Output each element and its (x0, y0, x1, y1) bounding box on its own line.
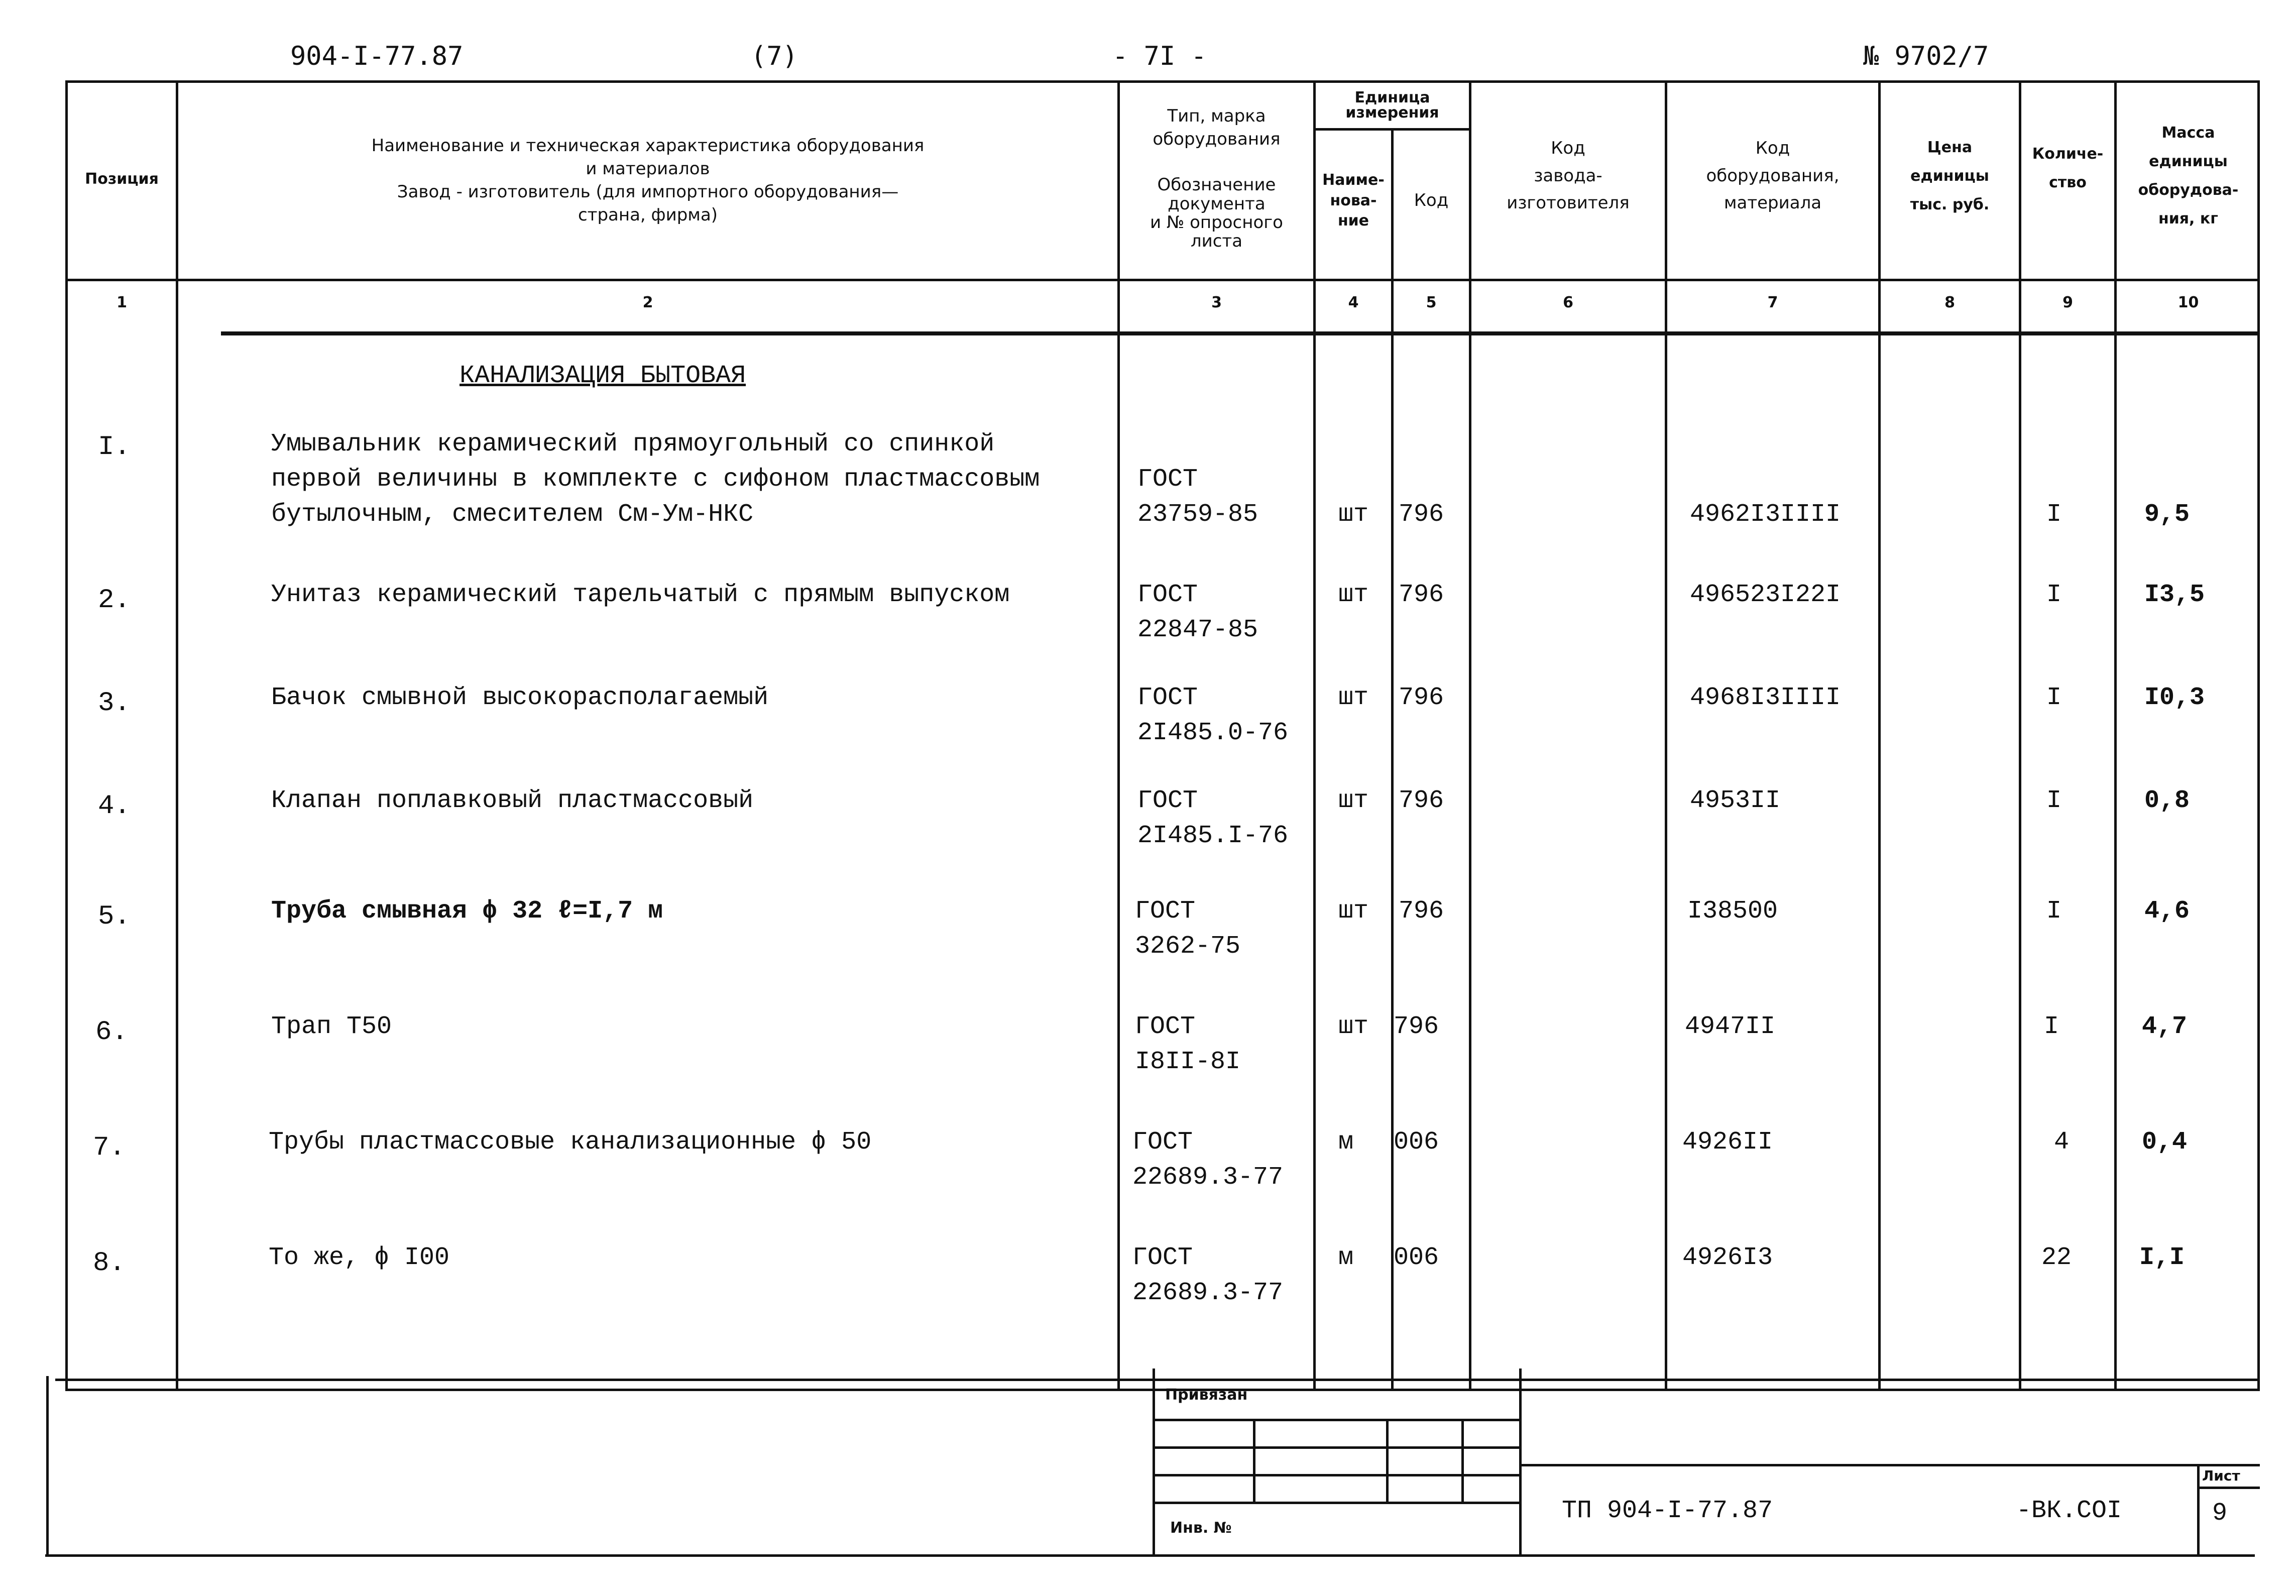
row-5-position: 5. (98, 901, 131, 932)
row-7-position: 7. (93, 1132, 126, 1163)
header-unit-name: Наиме- нова- ние (1322, 171, 1385, 230)
row-6-name: Трап Т50 (271, 1012, 392, 1041)
row-7-equipment-code: 4926II (1682, 1128, 1773, 1157)
row-1-mass: 9,5 (2144, 500, 2190, 529)
row-1-equipment-code: 4962I3IIII (1690, 500, 1841, 529)
column-number: 2 (642, 294, 653, 311)
doc-code-header: 904-I-77.87 (290, 41, 464, 71)
column-number: 4 (1348, 294, 1359, 311)
part-number-header: (7) (751, 41, 798, 71)
sheet-box-line (2197, 1487, 2260, 1489)
header-position: Позиция (85, 170, 159, 188)
row-8-mass: I,I (2139, 1243, 2185, 1272)
col-line-7 (1878, 80, 1881, 1391)
row-3-position: 3. (98, 688, 131, 719)
row-2-equipment-code: 496523I22I (1690, 581, 1841, 609)
sheet-label: Лист (2202, 1467, 2240, 1484)
stamp-line (1155, 1446, 1519, 1449)
col-line-9 (2114, 80, 2117, 1391)
row-4-document: ГОСТ 2I485.I-76 (1137, 786, 1289, 850)
document-designation: ТП 904-I-77.87 (1562, 1497, 1773, 1525)
header-quantity: Количе- ство (2032, 145, 2104, 191)
row-7-unit: м (1338, 1128, 1354, 1157)
stamp-top-line (55, 1379, 2260, 1381)
stamp-grid-line (1253, 1421, 1255, 1502)
col-line-3 (1313, 80, 1316, 1391)
row-2-mass: I3,5 (2144, 581, 2205, 609)
row-3-mass: I0,3 (2144, 683, 2205, 712)
row-8-unit-code: 006 (1394, 1243, 1439, 1272)
row-2-unit: шт (1338, 581, 1369, 609)
header-document: Обозначение документа и № опросного листа (1150, 175, 1283, 252)
row-7-quantity: 4 (2054, 1128, 2070, 1157)
row-4-equipment-code: 4953II (1690, 786, 1781, 815)
header-type: Тип, марка оборудования (1153, 106, 1281, 149)
row-5-mass: 4,6 (2144, 897, 2190, 926)
row-6-unit: шт (1338, 1012, 1369, 1041)
row-3-equipment-code: 4968I3IIII (1690, 683, 1841, 712)
row-7-mass: 0,4 (2142, 1128, 2188, 1157)
row-8-unit: м (1338, 1243, 1354, 1272)
stamp-line (1155, 1502, 1519, 1504)
header-unit: Единица измерения (1345, 89, 1439, 122)
row-4-name: Клапан поплавковый пластмассовый (271, 786, 754, 815)
bound-label: Привязан (1165, 1386, 1248, 1404)
col-line-1 (176, 80, 178, 1391)
row-1-unit-code: 796 (1399, 500, 1444, 529)
inventory-label: Инв. № (1170, 1519, 1232, 1537)
header-mass: Масса единицы оборудова- ния, кг (2138, 124, 2239, 227)
row-4-mass: 0,8 (2144, 786, 2190, 815)
row-2-unit-code: 796 (1399, 581, 1444, 609)
row-7-name: Трубы пластмассовые канализационные ϕ 50 (269, 1128, 872, 1157)
row-2-document: ГОСТ 22847-85 (1137, 581, 1258, 644)
column-number: 7 (1767, 294, 1778, 311)
col-line-8 (2019, 80, 2021, 1391)
row-5-unit-code: 796 (1399, 897, 1444, 926)
header-price: Цена единицы тыс. руб. (1910, 138, 1990, 213)
row-2-quantity: I (2046, 581, 2062, 609)
row-5-equipment-code: I38500 (1687, 897, 1778, 926)
stamp-line (1155, 1419, 1519, 1421)
col-line-2 (1117, 80, 1120, 1391)
column-number: 8 (1944, 294, 1955, 311)
row-6-document: ГОСТ I8II-8I (1135, 1012, 1241, 1076)
row-3-document: ГОСТ 2I485.0-76 (1137, 683, 1289, 747)
row-1-name: Умывальник керамический прямоугольный со спинкой первой величины в комплекте с сифоном пластмассовым бутылочным, смесителем См-Ум-НКС (271, 430, 1040, 529)
row-8-name: То же, ϕ I00 (269, 1243, 450, 1272)
row-8-position: 8. (93, 1248, 126, 1279)
row-3-quantity: I (2046, 683, 2062, 712)
row-1-unit: шт (1338, 500, 1369, 529)
row-4-unit: шт (1338, 786, 1369, 815)
stamp-grid-line (1386, 1421, 1389, 1502)
column-number: 5 (1426, 294, 1437, 311)
sheet-box-line (2197, 1464, 2200, 1554)
header-equipment-code: Код оборудования, материала (1706, 138, 1840, 213)
row-6-position: 6. (95, 1017, 128, 1048)
row-4-quantity: I (2046, 786, 2062, 815)
column-number: 1 (117, 294, 127, 311)
row-7-document: ГОСТ 22689.3-77 (1132, 1128, 1284, 1192)
document-suffix: -ВК.COI (2016, 1497, 2122, 1525)
stamp-divider-right (1519, 1369, 1522, 1554)
column-number: 3 (1211, 294, 1222, 311)
col-line-5 (1469, 80, 1471, 1391)
row-8-quantity: 22 (2041, 1243, 2072, 1272)
row-6-quantity: I (2044, 1012, 2059, 1041)
row-2-name: Унитаз керамический тарельчатый с прямым выпуском (271, 581, 1010, 609)
page-number-header: - 7I - (1112, 41, 1207, 71)
sheet-number: 9 (2212, 1499, 2228, 1528)
header-name: Наименование и техническая характеристика оборудования и материалов Завод - изготовитель (для импортного оборудования— страна, фирма) (371, 136, 925, 225)
section-title: КАНАЛИЗАЦИЯ БЫТОВАЯ (460, 362, 746, 390)
row-6-equipment-code: 4947II (1685, 1012, 1776, 1041)
row-3-name: Бачок смывной высокорасполагаемый (271, 683, 769, 712)
row-7-unit-code: 006 (1394, 1128, 1439, 1157)
column-number: 9 (2062, 294, 2073, 311)
header-factory-code: Код завода- изготовителя (1507, 138, 1630, 213)
title-block-line (1522, 1464, 2260, 1466)
bottom-border (45, 1554, 2255, 1557)
row-5-document: ГОСТ 3262-75 (1135, 897, 1241, 961)
document-number-header: № 9702/7 (1863, 41, 1989, 71)
row-6-mass: 4,7 (2142, 1012, 2188, 1041)
left-border (46, 1376, 49, 1557)
column-number: 10 (2177, 294, 2199, 311)
row-5-unit: шт (1338, 897, 1369, 926)
row-8-equipment-code: 4926I3 (1682, 1243, 1773, 1272)
stamp-divider-left (1153, 1369, 1155, 1554)
stamp-line (1155, 1474, 1519, 1476)
row-2-position: 2. (98, 585, 131, 616)
row-8-document: ГОСТ 22689.3-77 (1132, 1243, 1284, 1307)
row-1-quantity: I (2046, 500, 2062, 529)
row-5-quantity: I (2046, 897, 2062, 926)
column-number-divider (221, 331, 2260, 335)
row-5-name: Труба смывная ϕ 32 ℓ=I,7 м (271, 897, 663, 926)
row-3-unit: шт (1338, 683, 1369, 712)
row-1-position: I. (98, 432, 131, 463)
header-unit-code: Код (1414, 190, 1449, 211)
col-line-6 (1665, 80, 1667, 1391)
row-6-unit-code: 796 (1394, 1012, 1439, 1041)
row-4-unit-code: 796 (1399, 786, 1444, 815)
column-number: 6 (1563, 294, 1573, 311)
header-divider (65, 279, 2260, 281)
row-3-unit-code: 796 (1399, 683, 1444, 712)
stamp-grid-line (1461, 1421, 1464, 1502)
row-1-document: ГОСТ 23759-85 (1137, 465, 1258, 529)
row-4-position: 4. (98, 791, 131, 822)
col-line-4 (1391, 128, 1394, 1391)
